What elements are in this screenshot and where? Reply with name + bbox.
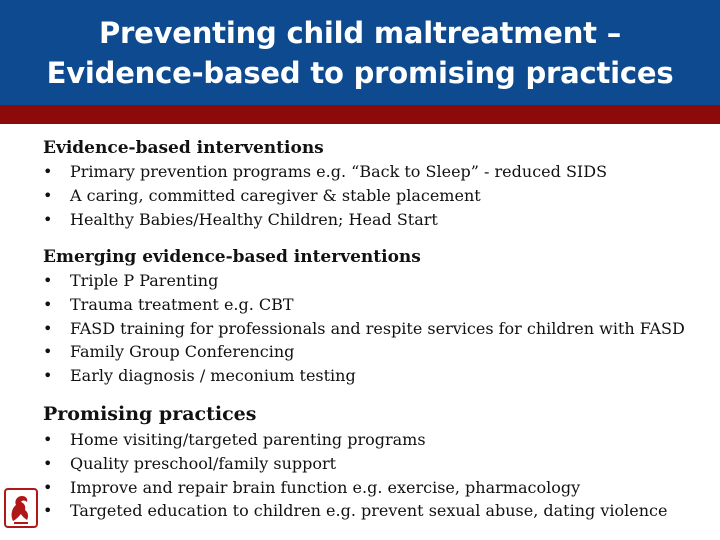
list-item-text: Targeted education to children e.g. prevent sexual abuse, dating violence: [70, 501, 668, 521]
bullet-icon: •: [43, 271, 53, 290]
list-item: [43, 499, 667, 523]
accent-band: [0, 105, 720, 124]
list-item: [43, 340, 685, 364]
list-item-text: Primary prevention programs e.g. “Back to Sleep” - reduced SIDS: [70, 162, 608, 181]
list-item: [43, 428, 667, 452]
bullet-icon: •: [43, 342, 53, 362]
bullet-icon: •: [43, 318, 53, 338]
list-item-text: Trauma treatment e.g. CBT: [70, 294, 294, 314]
section-heading: Evidence-based interventions: [43, 138, 324, 158]
list-item-text: A caring, committed caregiver & stable placement: [70, 185, 481, 205]
bullet-icon: •: [43, 453, 53, 473]
list-item-text: Healthy Babies/Healthy Children; Head Start: [70, 209, 438, 229]
list-item-text: Family Group Conferencing: [70, 342, 295, 362]
bullet-list: [43, 269, 685, 388]
slide-title-line-2: Evidence-based to promising practices: [46, 55, 674, 90]
bullet-icon: •: [43, 501, 53, 521]
bullet-icon: •: [43, 366, 53, 386]
section-emerging: [43, 245, 685, 388]
bullet-list: [43, 428, 667, 523]
section-heading: Promising practices: [43, 403, 257, 425]
list-item: [43, 364, 685, 388]
section-heading: Emerging evidence-based interventions: [43, 247, 421, 267]
title-banner: [0, 0, 720, 105]
list-item-text: Triple P Parenting: [70, 271, 219, 290]
bullet-list: [43, 160, 607, 231]
list-item-text: Early diagnosis / meconium testing: [70, 366, 356, 386]
bullet-icon: •: [43, 185, 53, 205]
list-item: [43, 452, 667, 476]
bullet-icon: •: [43, 162, 53, 181]
slide-title-line-1: Preventing child maltreatment –: [98, 15, 622, 50]
list-item-text: Home visiting/targeted parenting programs: [70, 430, 426, 449]
bullet-icon: •: [43, 477, 53, 497]
list-item-text: Improve and repair brain function e.g. exercise, pharmacology: [70, 477, 581, 497]
bullet-icon: •: [43, 430, 53, 449]
section-promising: [43, 401, 667, 523]
list-item-text: FASD training for professionals and respite services for children with FASD: [70, 318, 685, 338]
section-evidence-based: [43, 136, 607, 231]
bullet-icon: •: [43, 209, 53, 229]
list-item: [43, 293, 685, 317]
seal-logo-icon: [4, 488, 38, 528]
list-item: [43, 208, 607, 232]
list-item: [43, 160, 607, 184]
bullet-icon: •: [43, 294, 53, 314]
list-item: [43, 476, 667, 500]
list-item: [43, 269, 685, 293]
list-item: [43, 184, 607, 208]
list-item-text: Quality preschool/family support: [70, 453, 337, 473]
list-item: [43, 317, 685, 341]
